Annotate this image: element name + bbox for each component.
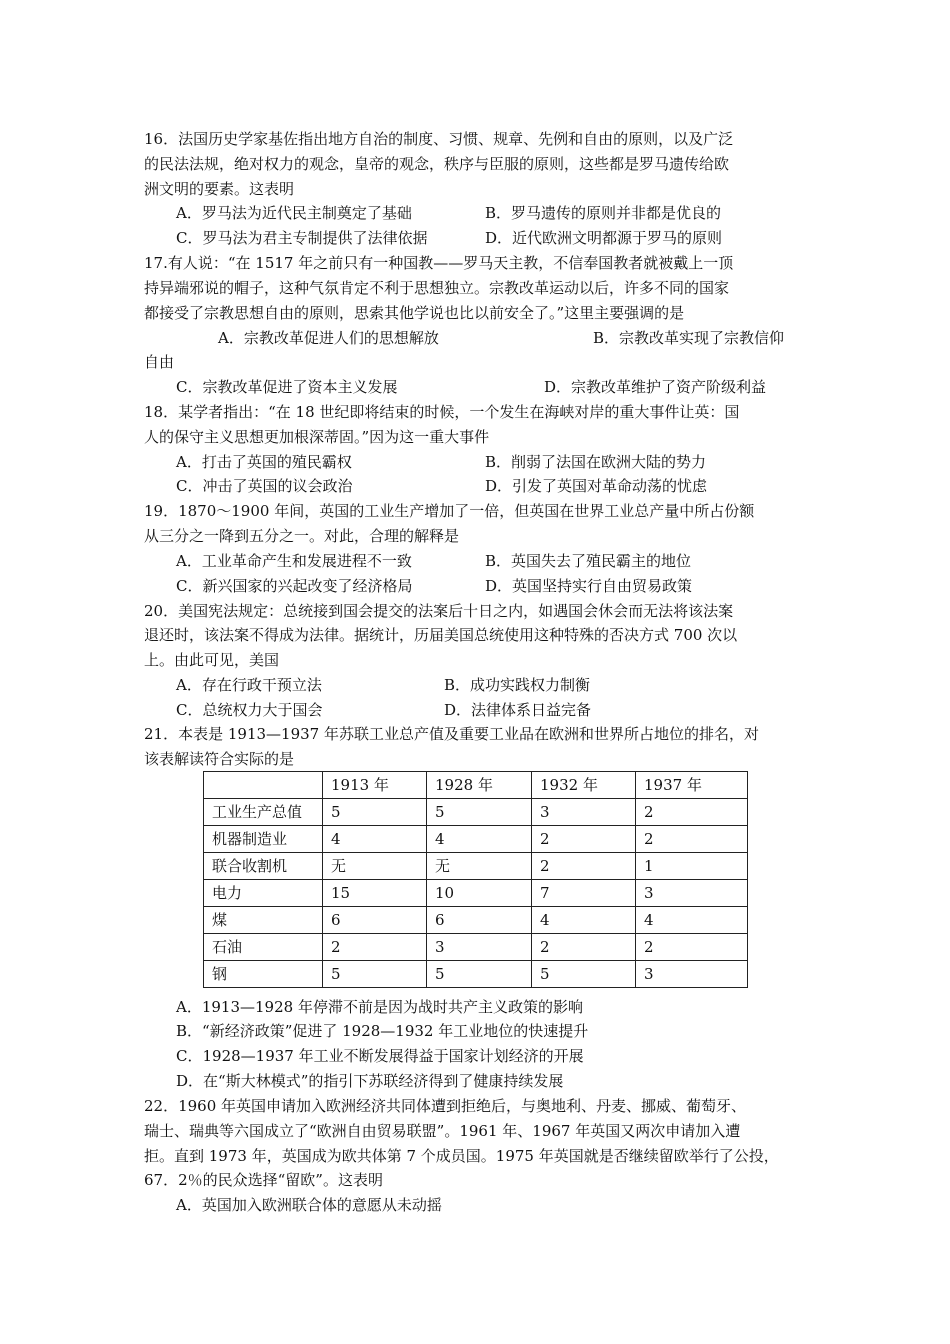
q18-line-2: 人的保守主义思想更加根深蒂固。”因为这一重大事件: [144, 428, 490, 446]
q18-option-b: B．削弱了法国在欧洲大陆的势力: [485, 453, 707, 471]
table-cell: 3: [427, 934, 532, 961]
table-cell: 4: [532, 907, 636, 934]
table-header-cell: 1913 年: [323, 772, 427, 799]
q21-option-c: C．1928—1937 年工业不断发展得益于国家计划经济的开展: [176, 1047, 584, 1065]
q18-line-1: 18．某学者指出：“在 18 世纪即将结束的时候，一个发生在海峡对岸的重大事件让英：国: [144, 403, 740, 421]
q16-line-2: 的民法法规，绝对权力的观念，皇帝的观念，秩序与臣服的原则，这些都是罗马遗传给欧: [144, 155, 730, 173]
table-cell: 钢: [204, 961, 323, 988]
q16-option-c: C．罗马法为君主专制提供了法律依据: [176, 229, 428, 247]
table-row: [204, 880, 748, 907]
q19-option-c: C．新兴国家的兴起改变了经济格局: [176, 577, 413, 595]
q19-line-1: 19．1870～1900 年间，英国的工业生产增加了一倍，但英国在世界工业总产量中所占份额: [144, 502, 755, 520]
table-cell: 2: [532, 853, 636, 880]
q22-line-4: 67．2％的民众选择“留欧”。这表明: [144, 1171, 383, 1189]
q18-option-d: D．引发了英国对革命动荡的忧虑: [485, 477, 708, 495]
q17-line-3: 都接受了宗教思想自由的原则，思索其他学说也比以前安全了。”这里主要强调的是: [144, 304, 685, 322]
table-cell: 6: [427, 907, 532, 934]
q17-option-b-continued: 自由: [144, 353, 175, 371]
soviet-industry-ranking-table: [203, 771, 748, 988]
table-cell: 4: [636, 907, 748, 934]
q17-line-1: 17.有人说：“在 1517 年之前只有一种国教——罗马天主教，不信奉国教者就被戴上一顶: [144, 254, 734, 272]
q18-option-a: A．打击了英国的殖民霸权: [176, 453, 352, 471]
q19-line-2: 从三分之一降到五分之一。对此，合理的解释是: [144, 527, 460, 545]
table-cell: 2: [636, 799, 748, 826]
table-cell: 机器制造业: [204, 826, 323, 853]
q16-line-1: 16．法国历史学家基佐指出地方自治的制度、习惯、规章、先例和自由的原则，以及广泛: [144, 130, 734, 148]
q16-option-d: D．近代欧洲文明都源于罗马的原则: [485, 229, 723, 247]
table-cell: 10: [427, 880, 532, 907]
table-cell: 煤: [204, 907, 323, 934]
q19-option-b: B．英国失去了殖民霸主的地位: [485, 552, 692, 570]
table-header-cell: 1937 年: [636, 772, 748, 799]
q21-option-a: A．1913—1928 年停滞不前是因为战时共产主义政策的影响: [176, 998, 583, 1016]
table-cell: 2: [636, 826, 748, 853]
q20-option-a: A．存在行政干预立法: [176, 676, 322, 694]
table-header-cell: 1928 年: [427, 772, 532, 799]
table-cell: 4: [427, 826, 532, 853]
q17-option-d: D．宗教改革维护了资产阶级利益: [544, 378, 767, 396]
table-cell: 石油: [204, 934, 323, 961]
q16-option-a: A．罗马法为近代民主制奠定了基础: [176, 204, 412, 222]
q20-line-2: 退还时，该法案不得成为法律。据统计，历届美国总统使用这种特殊的否决方式 700 次以: [144, 626, 738, 644]
table-header-cell: [204, 772, 323, 799]
q17-line-2: 持异端邪说的帽子，这种气氛肯定不利于思想独立。宗教改革运动以后，许多不同的国家: [144, 279, 730, 297]
table-cell: 3: [636, 880, 748, 907]
table-header-row: [204, 772, 748, 799]
table-cell: 5: [532, 961, 636, 988]
table-cell: 15: [323, 880, 427, 907]
q17-option-a: A．宗教改革促进人们的思想解放: [218, 329, 439, 347]
table-row: [204, 934, 748, 961]
table-cell: 2: [532, 826, 636, 853]
q19-option-a: A．工业革命产生和发展进程不一致: [176, 552, 412, 570]
table-row: [204, 961, 748, 988]
table-cell: 2: [636, 934, 748, 961]
q19-option-d: D．英国坚持实行自由贸易政策: [485, 577, 693, 595]
q16-option-b: B．罗马遗传的原则并非都是优良的: [485, 204, 722, 222]
table-row: [204, 907, 748, 934]
table-cell: 5: [427, 799, 532, 826]
q22-line-1: 22．1960 年英国申请加入欧洲经济共同体遭到拒绝后，与奥地利、丹麦、挪威、葡萄牙、: [144, 1097, 747, 1115]
table-cell: 电力: [204, 880, 323, 907]
table-cell: 4: [323, 826, 427, 853]
table-cell: 1: [636, 853, 748, 880]
q16-line-3: 洲文明的要素。这表明: [144, 180, 295, 198]
table-cell: 7: [532, 880, 636, 907]
table-cell: 3: [636, 961, 748, 988]
q22-line-2: 瑞士、瑞典等六国成立了“欧洲自由贸易联盟”。1961 年、1967 年英国又两次申请加入遭: [144, 1122, 741, 1140]
table-cell: 无: [427, 853, 532, 880]
table-cell: 3: [532, 799, 636, 826]
q20-line-3: 上。由此可见，美国: [144, 651, 280, 669]
q21-line-2: 该表解读符合实际的是: [144, 750, 295, 768]
table-cell: 5: [323, 799, 427, 826]
q17-option-c: C．宗教改革促进了资本主义发展: [176, 378, 398, 396]
q21-option-b: B．“新经济政策”促进了 1928—1932 年工业地位的快速提升: [176, 1022, 589, 1040]
table-row: [204, 799, 748, 826]
table-cell: 2: [532, 934, 636, 961]
q17-option-b: B．宗教改革实现了宗教信仰: [593, 329, 785, 347]
table-cell: 6: [323, 907, 427, 934]
table-cell: 5: [427, 961, 532, 988]
q20-line-1: 20．美国宪法规定：总统接到国会提交的法案后十日之内，如遇国会休会而无法将该法案: [144, 602, 734, 620]
table-header-cell: 1932 年: [532, 772, 636, 799]
table-cell: 5: [323, 961, 427, 988]
table-row: [204, 853, 748, 880]
table-cell: 联合收割机: [204, 853, 323, 880]
q20-option-c: C．总统权力大于国会: [176, 701, 323, 719]
q20-option-d: D．法律体系日益完备: [444, 701, 592, 719]
table-cell: 无: [323, 853, 427, 880]
q22-option-a: A．英国加入欧洲联合体的意愿从未动摇: [176, 1196, 442, 1214]
q22-line-3: 拒。直到 1973 年，英国成为欧共体第 7 个成员国。1975 年英国就是否继续留欧举行了公投，: [144, 1147, 779, 1165]
table-cell: 工业生产总值: [204, 799, 323, 826]
q21-line-1: 21．本表是 1913—1937 年苏联工业总产值及重要工业品在欧洲和世界所占地位的排名，对: [144, 725, 759, 743]
table-row: [204, 826, 748, 853]
q18-option-c: C．冲击了英国的议会政治: [176, 477, 353, 495]
q21-option-d: D．在“斯大林模式”的指引下苏联经济得到了健康持续发展: [176, 1072, 564, 1090]
q20-option-b: B．成功实践权力制衡: [444, 676, 591, 694]
table-cell: 2: [323, 934, 427, 961]
